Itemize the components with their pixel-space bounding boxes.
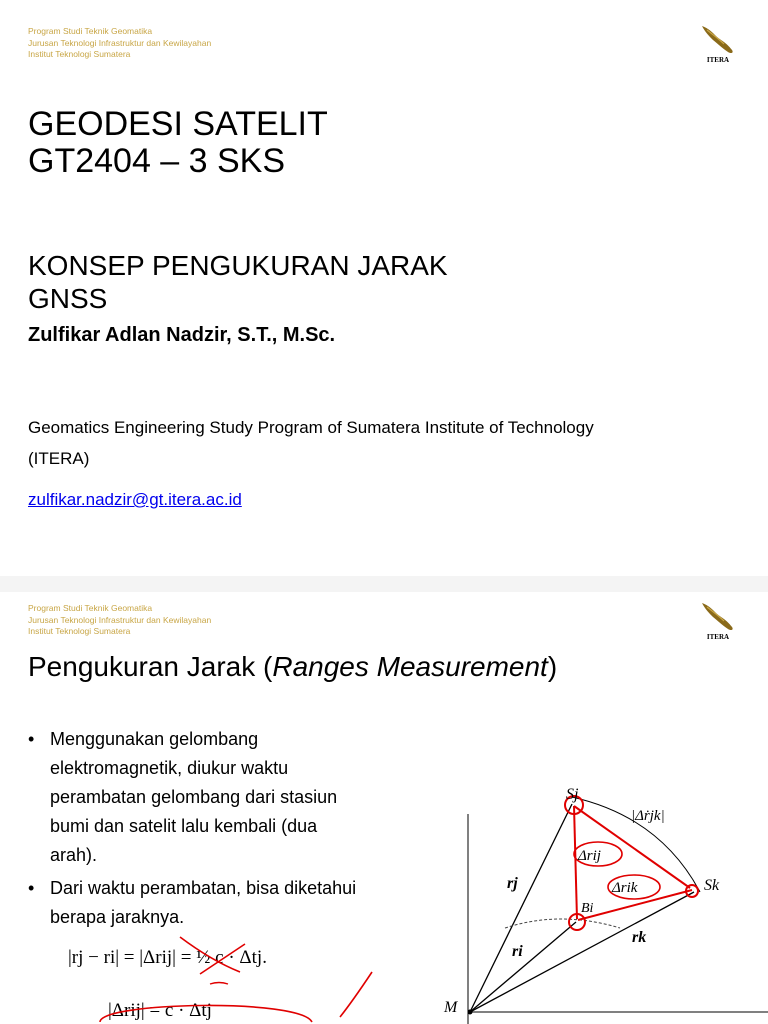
bullet-item: • Menggunakan gelombang elektromagnetik, diukur waktu perambatan gelombang dari stasiun bumi dan satelit lalu kembali (dua arah). <box>28 725 358 870</box>
underline-annotation <box>210 983 228 985</box>
vector-ri <box>470 922 576 1012</box>
course-code-line: GT2404 – 3 SKS <box>28 142 286 180</box>
label-rj: rj <box>507 875 518 892</box>
label-m: M <box>444 999 458 1016</box>
ground-curve <box>505 919 620 928</box>
course-title-line1: GEODESI SATELIT <box>28 105 328 143</box>
title-italic: Ranges Measurement <box>272 651 548 682</box>
range-ij <box>574 806 577 919</box>
topic-title <box>28 249 448 315</box>
label-sk: Sk <box>704 877 720 894</box>
institution <box>28 412 748 474</box>
vector-rj <box>470 804 572 1012</box>
slide-2 <box>0 592 768 1024</box>
logo-text: ITERA <box>706 56 730 64</box>
box-annotation <box>100 1005 312 1022</box>
header-program: Program Studi Teknik Geomatika <box>28 26 153 36</box>
itera-logo <box>698 22 738 64</box>
logo-text: ITERA <box>706 633 730 641</box>
equation-1: |rj − ri| = |Δrij| = ½ c · Δtj. <box>68 947 267 968</box>
email-link[interactable]: zulfikar.nadzir@gt.itera.ac.id <box>28 490 242 509</box>
slide-header <box>28 26 211 61</box>
label-delta-rjk: |Δṙjk| <box>631 808 665 824</box>
author-name: Zulfikar Adlan Nadzir, S.T., M.Sc. <box>28 324 336 346</box>
label-ri: ri <box>512 943 523 960</box>
label-delta-rij: Δrij <box>578 848 601 864</box>
institution-line2: (ITERA) <box>28 449 90 468</box>
itera-logo-icon <box>698 22 738 56</box>
label-sj: Sj <box>566 786 579 803</box>
arrow-annotation <box>340 972 372 1017</box>
slide-separator <box>0 576 768 592</box>
topic-title-line2: GNSS <box>28 283 108 314</box>
institution-line1: Geomatics Engineering Study Program of Sumatera Institute of Technology <box>28 418 594 437</box>
header-institute: Institut Teknologi Sumatera <box>28 626 131 636</box>
origin-point <box>468 1010 473 1015</box>
label-bi: Bi <box>581 901 594 916</box>
header-department: Jurusan Teknologi Infrastruktur dan Kewilayahan <box>28 614 212 625</box>
title-suffix: ) <box>547 651 558 682</box>
topic-title-line1: KONSEP PENGUKURAN JARAK <box>28 250 448 281</box>
title-prefix: Pengukuran Jarak ( <box>28 651 273 682</box>
header-program: Program Studi Teknik Geomatika <box>28 603 153 613</box>
range-geometry-diagram <box>0 592 768 1024</box>
label-rk: rk <box>632 929 647 946</box>
bullet-item: • Dari waktu perambatan, bisa diketahui berapa jaraknya. <box>28 874 358 932</box>
course-title <box>28 106 328 180</box>
strike-annotation <box>200 944 245 974</box>
header-department: Jurusan Teknologi Infrastruktur dan Kewilayahan <box>28 37 212 48</box>
label-delta-rik: Δrik <box>612 880 638 896</box>
equation-2: |Δrij| = c · Δtj <box>108 1000 212 1021</box>
header-institute: Institut Teknologi Sumatera <box>28 49 131 59</box>
